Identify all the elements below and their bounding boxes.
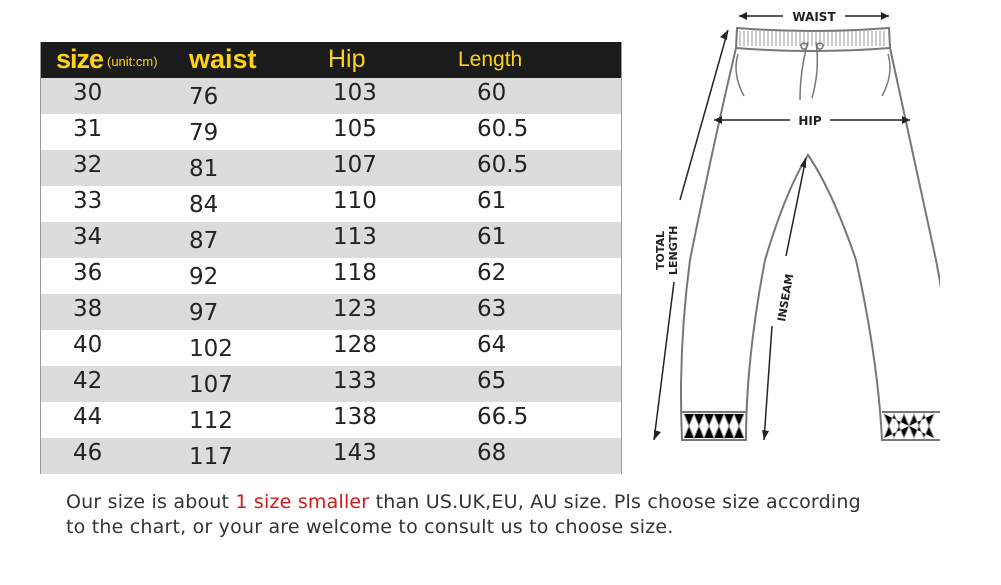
cell-size: 30: [73, 80, 103, 106]
cell-length: 61: [477, 224, 507, 250]
cell-waist: 112: [189, 408, 233, 434]
size-chart-table: [40, 42, 622, 474]
table-row: [41, 366, 621, 402]
cell-hip: 110: [333, 188, 377, 214]
cell-hip: 105: [333, 116, 377, 142]
header-length: Length: [458, 48, 523, 71]
cell-length: 68: [477, 440, 507, 466]
cuff-pattern: [684, 414, 934, 438]
table-header: [41, 42, 621, 78]
cell-length: 65: [477, 368, 507, 394]
cell-length: 60.5: [477, 116, 529, 142]
table-row: [41, 186, 621, 222]
cell-size: 31: [73, 116, 103, 142]
table-body: [41, 78, 621, 474]
cell-waist: 97: [189, 300, 219, 326]
note-text-3: to the chart, or your are welcome to consult us to choose size.: [66, 516, 674, 538]
waist-label: WAIST: [792, 10, 836, 24]
cell-size: 32: [73, 152, 103, 178]
table-row: [41, 402, 621, 438]
cell-hip: 107: [333, 152, 377, 178]
cell-length: 62: [477, 260, 507, 286]
cell-waist: 84: [189, 192, 219, 218]
cell-hip: 118: [333, 260, 377, 286]
cell-waist: 87: [189, 228, 219, 254]
cell-length: 60: [477, 80, 507, 106]
cell-size: 40: [73, 332, 103, 358]
length-label: LENGTH: [667, 225, 680, 275]
pants-outline: [681, 28, 940, 440]
inseam-label: INSEAM: [775, 272, 797, 323]
cell-waist: 79: [189, 120, 219, 146]
cell-size: 42: [73, 368, 103, 394]
cell-size: 44: [73, 404, 103, 430]
cell-length: 61: [477, 188, 507, 214]
cell-size: 34: [73, 224, 103, 250]
cell-size: 33: [73, 188, 103, 214]
cell-waist: 81: [189, 156, 219, 182]
cell-hip: 133: [333, 368, 377, 394]
cell-hip: 128: [333, 332, 377, 358]
size-note: [66, 490, 946, 540]
note-highlight: 1 size smaller: [235, 491, 370, 513]
total-label: TOTAL: [654, 230, 667, 270]
cell-size: 46: [73, 440, 103, 466]
table-row: [41, 222, 621, 258]
cell-length: 64: [477, 332, 507, 358]
table-row: [41, 150, 621, 186]
header-unit: (unit:cm): [107, 54, 158, 69]
cell-length: 60.5: [477, 152, 529, 178]
cell-waist: 76: [189, 84, 219, 110]
table-row: [41, 294, 621, 330]
header-size: size: [56, 44, 104, 74]
cell-length: 63: [477, 296, 507, 322]
note-text-1: Our size is about: [66, 491, 236, 513]
cell-waist: 102: [189, 336, 233, 362]
table-row: [41, 114, 621, 150]
table-row: [41, 78, 621, 114]
table-row: [41, 438, 621, 474]
table-row: [41, 258, 621, 294]
cell-hip: 123: [333, 296, 377, 322]
cell-waist: 117: [189, 444, 233, 470]
cell-length: 66.5: [477, 404, 529, 430]
pants-diagram: [640, 0, 940, 470]
header-hip: Hip: [328, 45, 366, 73]
header-waist: waist: [189, 44, 257, 74]
cell-size: 38: [73, 296, 103, 322]
cell-size: 36: [73, 260, 103, 286]
cell-waist: 107: [189, 372, 233, 398]
waistband-ribbing: [740, 31, 884, 46]
hip-label: HIP: [798, 114, 822, 128]
cell-waist: 92: [189, 264, 219, 290]
cell-hip: 143: [333, 440, 377, 466]
table-row: [41, 330, 621, 366]
cell-hip: 103: [333, 80, 377, 106]
cell-hip: 113: [333, 224, 377, 250]
cell-hip: 138: [333, 404, 377, 430]
note-text-2: than US.UK,EU, AU size. Pls choose size according: [369, 491, 861, 513]
